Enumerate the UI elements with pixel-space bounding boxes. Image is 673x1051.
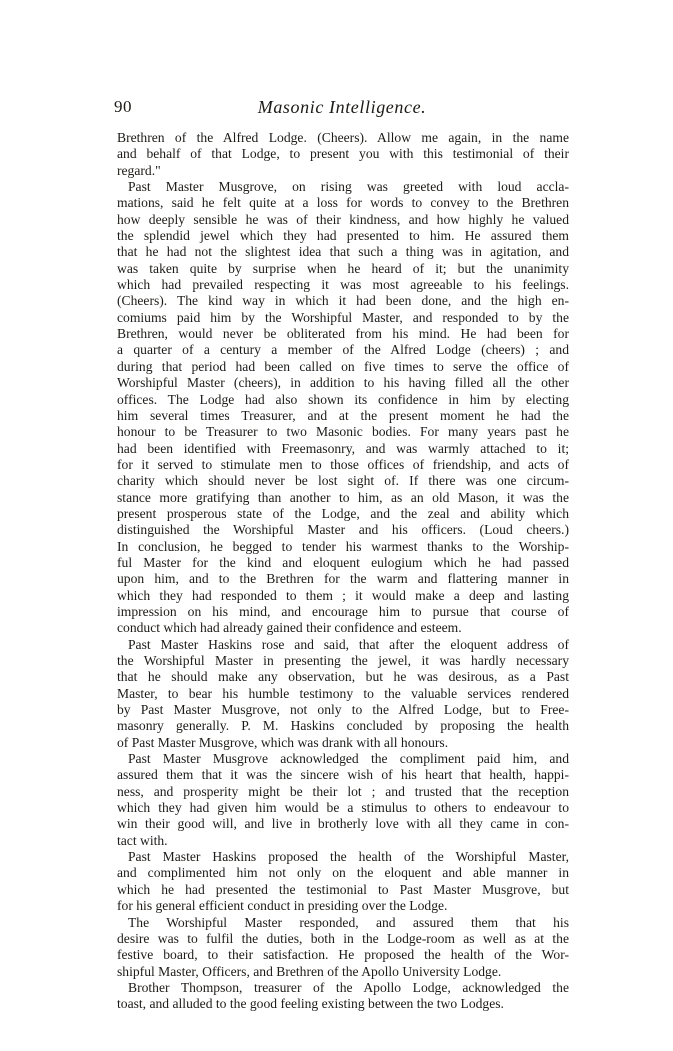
text-line: The Worshipful Master responded, and assured them that his (128, 914, 569, 930)
text-line: stance more gratifying than another to him, as an old Mason, it was the (117, 489, 569, 505)
text-line: during that period had been called on five times to serve the office of (117, 358, 569, 374)
page-number: 90 (114, 97, 132, 116)
text-line: Brethren of the Alfred Lodge. (Cheers). Allow me again, in the name (117, 130, 569, 145)
text-line: comiums paid him by the Worshipful Master, and responded to by the (117, 309, 569, 325)
running-head (114, 97, 570, 119)
text-line: charity which should never be lost sight of. If there was one circum- (117, 473, 569, 489)
text-line: festive board, to their satisfaction. He proposed the health of the Wor- (117, 947, 569, 963)
text-line: assured them that it was the sincere wish of his heart that health, happi- (117, 767, 569, 783)
text-line: Past Master Haskins rose and said, that after the eloquent address of (128, 636, 569, 652)
text-line: regard." (117, 162, 161, 178)
text-line: offices. The Lodge had also shown its confidence in him by electing (117, 391, 569, 407)
text-line: which he had presented the testimonial to Past Master Musgrove, but (117, 881, 569, 897)
text-line: for it served to stimulate men to those offices of friendship, and acts of (117, 456, 569, 472)
text-line: present prosperous state of the Lodge, and the zeal and ability which (117, 505, 569, 521)
text-line: conduct which had already gained their confidence and esteem. (117, 620, 462, 636)
text-line: for his general efficient conduct in presiding over the Lodge. (117, 898, 448, 914)
text-line: Brethren, would never be obliterated from his mind. He had been for (117, 326, 569, 342)
text-line: which had prevailed respecting it was most agreeable to his feelings. (117, 277, 569, 293)
text-line: and behalf of that Lodge, to present you with this testimonial of their (117, 146, 569, 162)
text-line: the splendid jewel which they had presented to him. He assured them (117, 228, 569, 244)
text-line: of Past Master Musgrove, which was drank with all honours. (117, 734, 449, 750)
text-line: win their good will, and live in brotherly love with all they came in con- (117, 816, 569, 832)
text-line: (Cheers). The kind way in which it had been done, and the high en- (117, 293, 569, 309)
text-line: a quarter of a century a member of the Alfred Lodge (cheers) ; and (117, 342, 569, 358)
text-line: that he should make any observation, but he was desirous, as a Past (117, 669, 569, 685)
text-line: Past Master Haskins proposed the health of the Worshipful Master, (128, 849, 569, 865)
body-text (117, 130, 569, 1013)
text-line: mations, said he felt quite at a loss for words to convey to the Brethren (117, 195, 569, 211)
text-line: Brother Thompson, treasurer of the Apollo Lodge, acknowledged the (128, 979, 569, 995)
text-line: impression on his mind, and encourage him to pursue that course of (117, 603, 569, 619)
text-line: Past Master Musgrove, on rising was greeted with loud accla- (128, 179, 569, 195)
text-line: Past Master Musgrove acknowledged the compliment paid him, and (128, 751, 569, 767)
text-line: how deeply sensible he was of their kindness, and how highly he valued (117, 211, 569, 227)
text-line: shipful Master, Officers, and Brethren of the Apollo University Lodge. (117, 963, 502, 979)
text-line: which they had responded to them ; it would make a deep and lasting (117, 587, 569, 603)
text-line: had been identified with Freemasonry, and was warmly attached to it; (117, 440, 569, 456)
text-line: masonry generally. P. M. Haskins concluded by proposing the health (117, 718, 569, 734)
text-line: was taken quite by surprise when he heard of it; but the unanimity (117, 260, 569, 276)
text-line: Master, to bear his humble testimony to the valuable services rendered (117, 685, 569, 701)
text-line: him several times Treasurer, and at the present moment he had the (117, 407, 569, 423)
text-line: ful Master for the kind and eloquent eulogium which he had passed (117, 554, 569, 570)
text-line: distinguished the Worshipful Master and his officers. (Loud cheers.) (117, 522, 569, 538)
text-line: upon him, and to the Brethren for the warm and flattering manner in (117, 571, 569, 587)
text-line: and complimented him not only on the eloquent and able manner in (117, 865, 569, 881)
running-title: Masonic Intelligence. (257, 97, 427, 117)
text-line: ness, and prosperity might be their lot ; and trusted that the reception (117, 783, 569, 799)
text-line: that he had not the slightest idea that such a thing was in agitation, and (117, 244, 569, 260)
text-line: toast, and alluded to the good feeling existing between the two Lodges. (117, 996, 504, 1012)
text-line: In conclusion, he begged to tender his warmest thanks to the Worship- (117, 538, 569, 554)
text-line: by Past Master Musgrove, not only to the Alfred Lodge, but to Free- (117, 702, 569, 718)
text-line: which they had given him would be a stimulus to others to endeavour to (117, 800, 569, 816)
text-line: the Worshipful Master in presenting the jewel, it was hardly necessary (117, 653, 569, 668)
text-line: desire was to fulfil the duties, both in the Lodge-room as well as at the (117, 930, 569, 946)
text-line: tact with. (117, 832, 168, 848)
text-line: honour to be Treasurer to two Masonic bodies. For many years past he (117, 424, 569, 440)
text-line: Worshipful Master (cheers), in addition to his having filled all the other (117, 375, 569, 391)
